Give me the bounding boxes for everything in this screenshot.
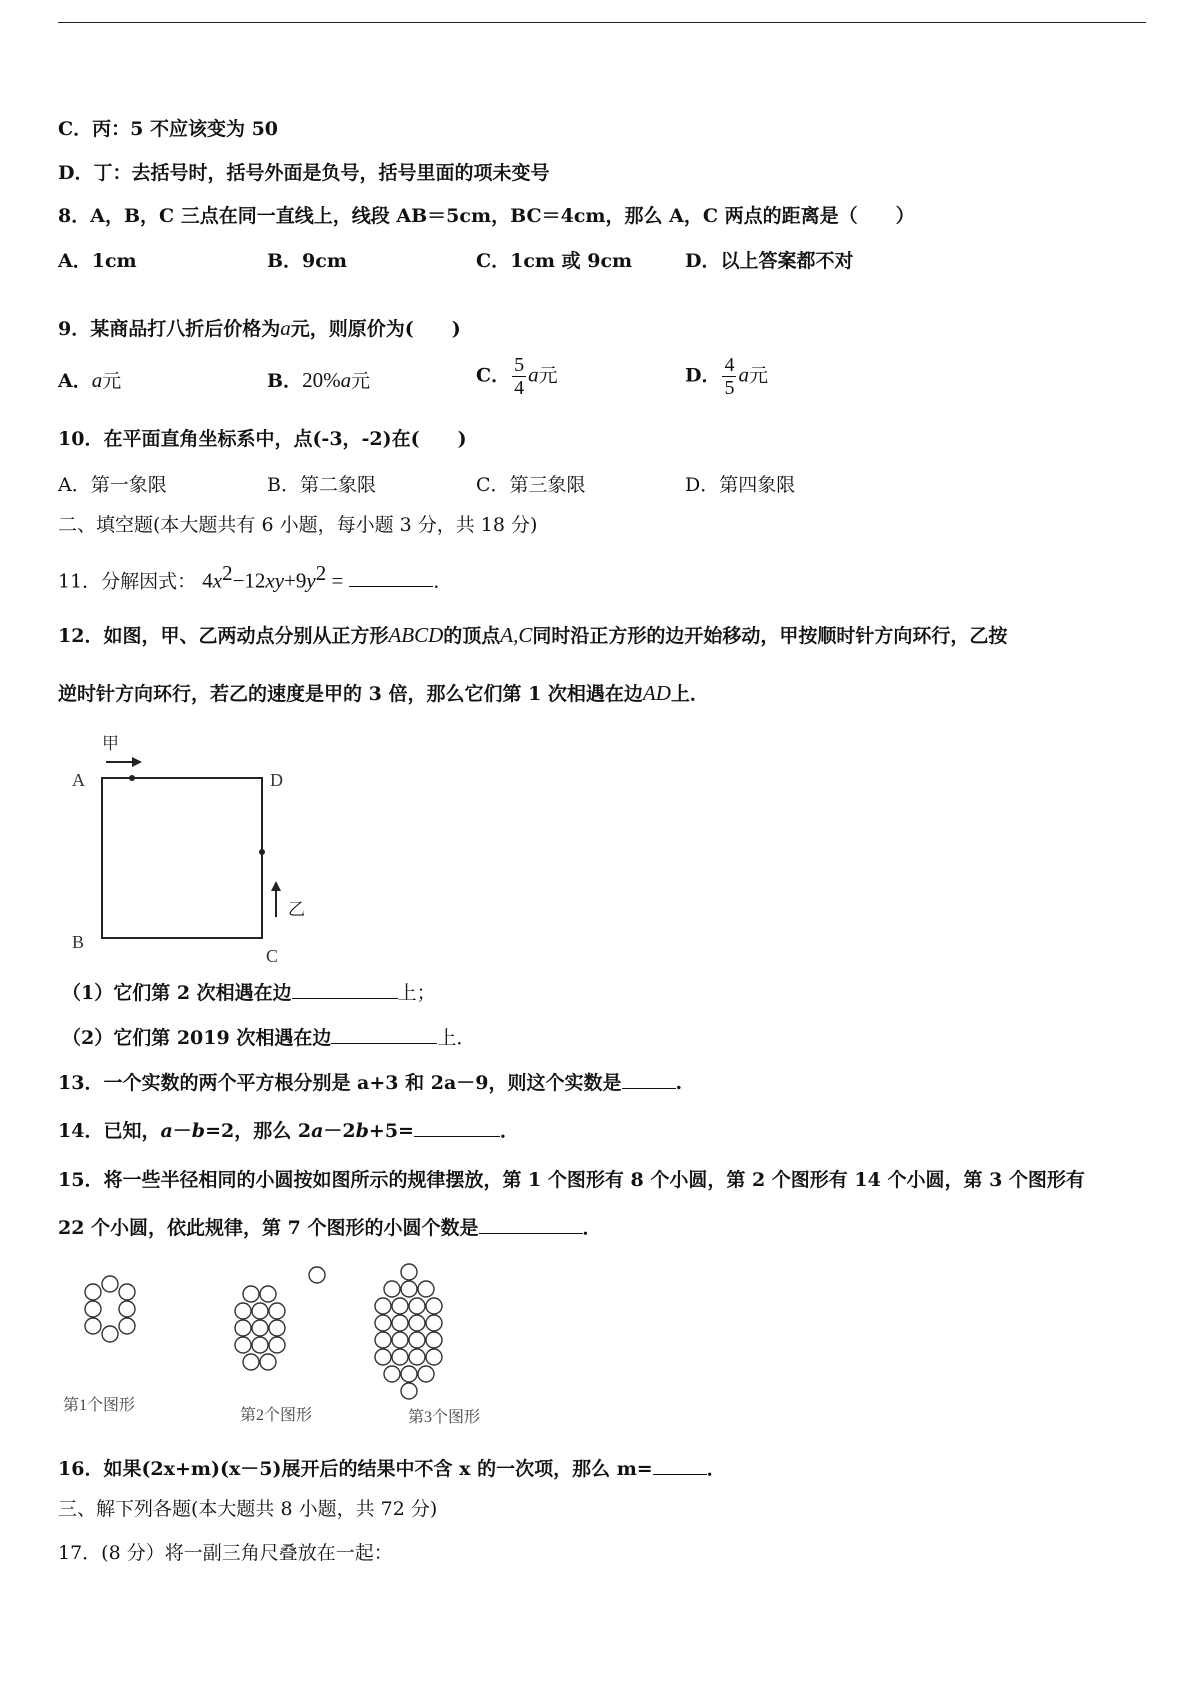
- small-circle: [235, 1320, 251, 1336]
- label-yi: 乙: [288, 900, 305, 919]
- q12-line-1: 12．如图，甲、乙两动点分别从正方形ABCD的顶点A,C同时沿正方形的边开始移动，甲按顺时针方向环行，乙按: [58, 623, 1008, 647]
- q7-option-c: C．丙：5 不应该变为 50: [58, 118, 279, 140]
- q10-option-c: C．第三象限: [476, 474, 586, 496]
- q12-sub-2: （2）它们第 2019 次相遇在边 上．: [62, 1027, 476, 1049]
- small-circle: [269, 1303, 285, 1319]
- small-circle: [409, 1298, 425, 1314]
- q11-answer-blank: [349, 568, 433, 587]
- small-circle: [85, 1318, 101, 1334]
- small-circle: [401, 1366, 417, 1382]
- small-circle: [384, 1366, 400, 1382]
- jia-arrowhead: [132, 757, 142, 767]
- small-circle: [375, 1332, 391, 1348]
- small-circle: [269, 1320, 285, 1336]
- small-circle: [102, 1276, 118, 1292]
- small-circle: [409, 1315, 425, 1331]
- small-circle: [392, 1349, 408, 1365]
- small-circle: [384, 1281, 400, 1297]
- q10-option-a: A．第一象限: [58, 474, 167, 496]
- small-circle: [418, 1281, 434, 1297]
- small-circle: [401, 1383, 417, 1399]
- q15-answer-blank: [479, 1215, 583, 1234]
- q8-option-b: B．9cm: [267, 250, 347, 272]
- q8-option-c: C．1cm 或 9cm: [476, 250, 633, 272]
- small-circle: [243, 1354, 259, 1370]
- q16-answer-blank: [653, 1456, 707, 1475]
- vertex-a: A: [72, 770, 85, 790]
- small-circle: [392, 1315, 408, 1331]
- small-circle: [375, 1315, 391, 1331]
- fraction-5-4: $\frac{5}{4}$: [514, 354, 525, 399]
- section-3-heading: 三、解下列各题(本大题共 8 小题，共 72 分): [58, 1498, 438, 1520]
- q13-answer-blank: [622, 1070, 676, 1089]
- small-circle: [260, 1286, 276, 1302]
- section-2-heading: 二、填空题(本大题共有 6 小题，每小题 3 分，共 18 分): [58, 514, 538, 536]
- small-circle: [119, 1301, 135, 1317]
- label-jia: 甲: [102, 734, 119, 753]
- small-circle: [409, 1349, 425, 1365]
- small-circle: [418, 1366, 434, 1382]
- small-circle: [235, 1337, 251, 1353]
- small-circle: [375, 1298, 391, 1314]
- small-circle: [119, 1284, 135, 1300]
- q8-stem: 8．A，B，C 三点在同一直线上，线段 AB＝5cm，BC＝4cm，那么 A，C 两点的距离是（ ）: [58, 205, 915, 227]
- q9-stem: 9．某商品打八折后价格为a元，则原价为( ): [58, 316, 461, 340]
- q9-option-b: B．20%a元: [267, 368, 371, 392]
- small-circle: [235, 1303, 251, 1319]
- q14: 14．已知，a－b=2，那么 2a－2b+5= ．: [58, 1120, 519, 1142]
- q10-option-b: B．第二象限: [267, 474, 376, 496]
- q12-sub1-blank: [292, 980, 398, 999]
- q9-option-c: C． $\frac{5}{4}$ a元: [476, 354, 558, 399]
- small-circle: [102, 1326, 118, 1342]
- small-circle: [375, 1349, 391, 1365]
- q12-sub2-blank: [331, 1025, 437, 1044]
- q7-option-d: D．丁：去括号时，括号外面是负号，括号里面的项未变号: [58, 162, 550, 184]
- small-circle: [309, 1267, 325, 1283]
- square-abcd: [102, 778, 262, 938]
- pattern-3-label: 第3个图形: [408, 1409, 481, 1426]
- point-jia: [129, 775, 135, 781]
- pattern-2-label: 第2个图形: [240, 1407, 313, 1424]
- q10-stem: 10．在平面直角坐标系中，点(-3，-2)在( ): [58, 428, 467, 450]
- fraction-4-5: $\frac{4}{5}$: [724, 354, 735, 399]
- small-circle: [426, 1349, 442, 1365]
- small-circle: [269, 1337, 285, 1353]
- q15-line-2: 22 个小圆，依此规律，第 7 个图形的小圆个数是 ．: [58, 1217, 602, 1239]
- small-circle: [401, 1264, 417, 1280]
- q12-line-2: 逆时针方向环行，若乙的速度是甲的 3 倍，那么它们第 1 次相遇在边AD上．: [58, 681, 709, 705]
- small-circle: [426, 1332, 442, 1348]
- vertex-c: C: [266, 946, 279, 965]
- small-circle: [85, 1284, 101, 1300]
- pattern-1: [85, 1276, 135, 1342]
- yi-arrowhead: [271, 881, 281, 891]
- q8-option-d: D．以上答案都不对: [685, 250, 854, 272]
- q15-line-1: 15．将一些半径相同的小圆按如图所示的规律摆放，第 1 个图形有 8 个小圆，第 2 个图形有 14 个小圆，第 3 个图形有: [58, 1169, 1085, 1191]
- point-yi: [259, 849, 265, 855]
- q9-option-a: A．a元: [58, 368, 122, 392]
- small-circle: [392, 1298, 408, 1314]
- pattern-2: [235, 1267, 325, 1370]
- pattern-3: [375, 1264, 442, 1399]
- q10-option-d: D．第四象限: [685, 474, 796, 496]
- small-circle: [252, 1303, 268, 1319]
- small-circle: [85, 1301, 101, 1317]
- small-circle: [252, 1337, 268, 1353]
- vertex-d: D: [270, 770, 283, 790]
- small-circle: [409, 1332, 425, 1348]
- q8-option-a: A．1cm: [58, 250, 137, 272]
- header-rule: [58, 22, 1146, 23]
- q17-stem: 17．(8 分）将一副三角尺叠放在一起：: [58, 1542, 393, 1564]
- q14-answer-blank: [414, 1118, 500, 1137]
- q13: 13．一个实数的两个平方根分别是 a+3 和 2a－9，则这个实数是 .: [58, 1072, 683, 1094]
- small-circle: [426, 1298, 442, 1314]
- small-circle: [119, 1318, 135, 1334]
- pattern-1-label: 第1个图形: [63, 1397, 136, 1414]
- vertex-b: B: [72, 932, 85, 952]
- small-circle: [260, 1354, 276, 1370]
- small-circle: [243, 1286, 259, 1302]
- q16: 16．如果(2x+m)(x－5)展开后的结果中不含 x 的一次项，那么 m= ．: [58, 1458, 726, 1480]
- q11: 11．分解因式： $4x^2-12xy+9y^2$ = ．: [58, 561, 453, 593]
- q12-sub-1: （1）它们第 2 次相遇在边 上；: [62, 982, 436, 1004]
- small-circle: [426, 1315, 442, 1331]
- small-circle: [401, 1281, 417, 1297]
- small-circle: [252, 1320, 268, 1336]
- q9-option-d: D． $\frac{4}{5}$ a元: [685, 354, 768, 399]
- q12-square-figure: [60, 725, 320, 965]
- small-circle: [392, 1332, 408, 1348]
